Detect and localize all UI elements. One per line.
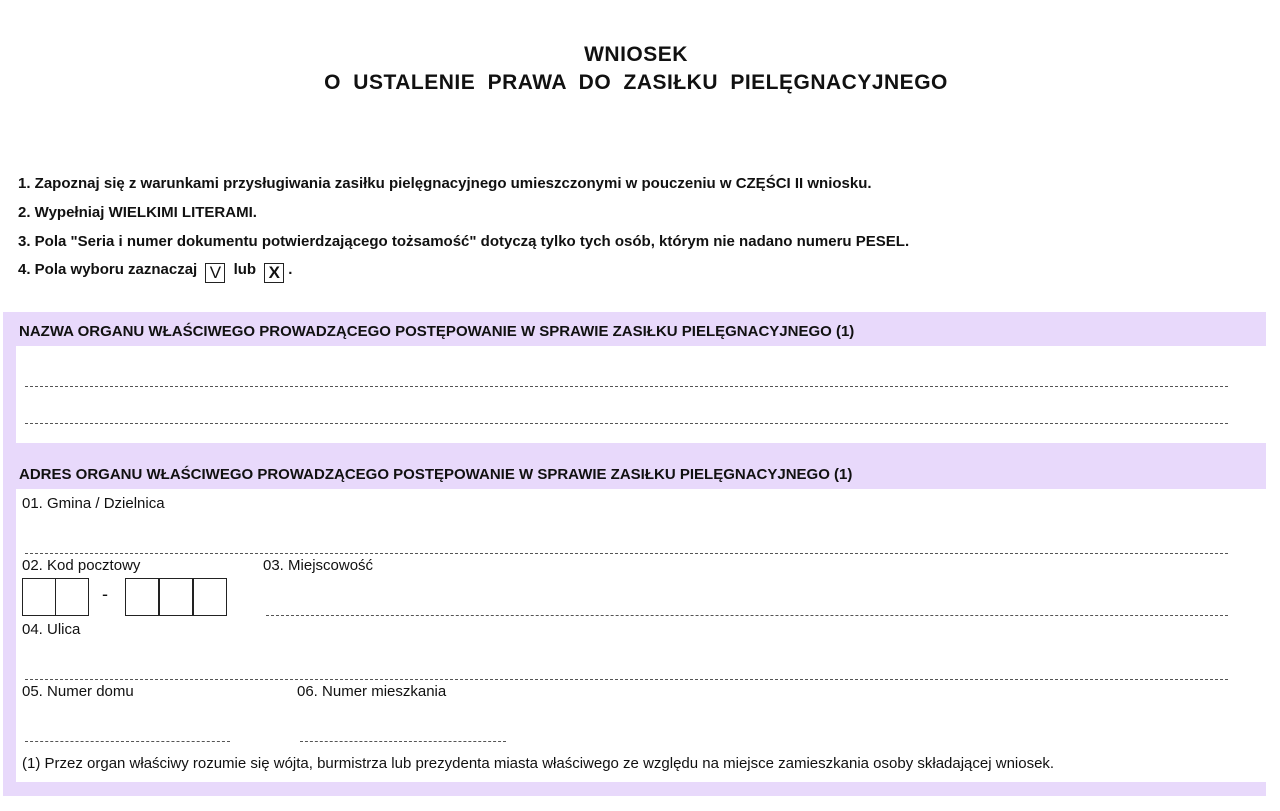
instruction-4 [18, 261, 292, 283]
postal-code-digit-4[interactable] [159, 578, 193, 616]
checkmark-v-example-icon: V [205, 263, 225, 283]
apartment-number-input-line[interactable] [300, 741, 506, 742]
postal-code-separator: - [102, 584, 108, 604]
postal-code-input [22, 578, 232, 616]
locality-input-line[interactable] [266, 615, 1228, 616]
street-label: 04. Ulica [22, 621, 81, 638]
instruction-1-suffix: wniosku. [803, 175, 872, 192]
postal-code-digit-5[interactable] [193, 578, 227, 616]
authority-address-field-area [16, 489, 1266, 782]
house-number-label: 05. Numer domu [22, 683, 134, 700]
locality-label: 03. Miejscowość [263, 557, 374, 574]
authority-name-field-area [16, 346, 1266, 443]
instruction-4-or: lub [233, 261, 257, 278]
instruction-1 [18, 175, 872, 192]
section-authority-address-heading: ADRES ORGANU WŁAŚCIWEGO PROWADZĄCEGO POSTĘPOWANIE W SPRAWIE ZASIŁKU PIELĘGNACYJNEGO (1) [19, 466, 853, 483]
postal-code-label: 02. Kod pocztowy [22, 557, 141, 574]
section-authority-name-heading: NAZWA ORGANU WŁAŚCIWEGO PROWADZĄCEGO POSTĘPOWANIE W SPRAWIE ZASIŁKU PIELĘGNACYJNEGO (1) [19, 323, 855, 340]
instruction-3 [18, 233, 909, 250]
form-title: WNIOSEK [584, 43, 688, 66]
section-authority-address [3, 444, 1266, 796]
footnote: (1) Przez organ właściwy rozumie się wójta, burmistrza lub prezydenta miasta właściwego ze względu na miejsce zamieszkania osoby składającej wniosek. [22, 755, 1055, 772]
instruction-3-text: 3. Pola "Seria i numer dokumentu potwierdzającego tożsamość" dotyczą tylko tych osób, którym nie nadano numeru [18, 233, 856, 250]
street-input-line[interactable] [25, 679, 1228, 680]
instruction-3-suffix: . [904, 233, 910, 250]
instruction-2-text: 2. Wypełniaj [18, 204, 109, 221]
postal-code-digit-1[interactable] [22, 578, 56, 616]
form-subtitle: O USTALENIE PRAWA DO ZASIŁKU PIELĘGNACYJNEGO [324, 71, 948, 94]
instruction-3-emphasis: PESEL [855, 233, 905, 250]
instruction-4-suffix: . [288, 261, 293, 278]
instruction-1-text: 1. Zapoznaj się z warunkami przysługiwania zasiłku pielęgnacyjnego umieszczonymi w pouczeniu w [18, 175, 736, 192]
instruction-2-suffix: . [252, 204, 257, 221]
postal-code-digit-3[interactable] [125, 578, 159, 616]
instruction-4-text: 4. Pola wyboru zaznaczaj [18, 261, 198, 278]
authority-name-line-2[interactable] [25, 423, 1228, 424]
section-authority-name [3, 312, 1266, 445]
instruction-2 [18, 204, 257, 221]
postal-code-digit-2[interactable] [55, 578, 89, 616]
instruction-2-emphasis: WIELKIMI LITERAMI [108, 204, 253, 221]
apartment-number-label: 06. Numer mieszkania [297, 683, 447, 700]
gmina-label: 01. Gmina / Dzielnica [22, 495, 165, 512]
gmina-input-line[interactable] [25, 553, 1228, 554]
checkmark-x-example-icon: X [264, 263, 284, 283]
instruction-1-emphasis: CZĘŚCI II [735, 175, 804, 192]
authority-name-line-1[interactable] [25, 386, 1228, 387]
house-number-input-line[interactable] [25, 741, 230, 742]
